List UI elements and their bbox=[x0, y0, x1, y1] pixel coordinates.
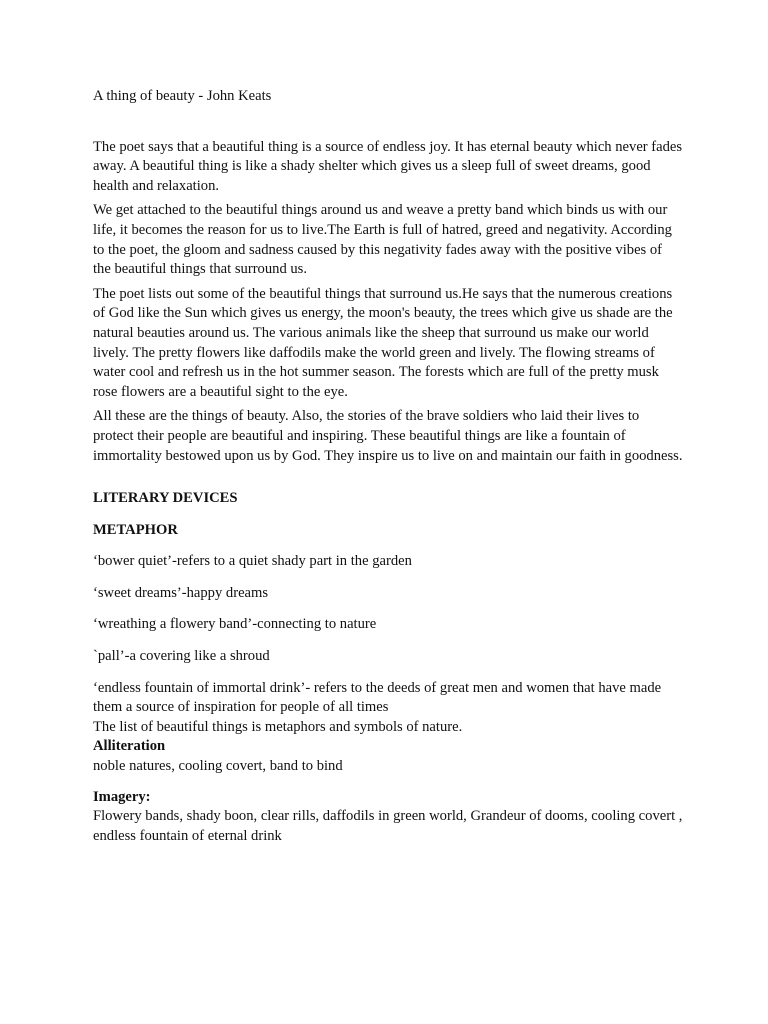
imagery-section bbox=[93, 788, 683, 847]
alliteration-heading: Alliteration bbox=[93, 738, 166, 755]
summary-paragraph-3: The poet lists out some of the beautiful things that surround us.He says that the numerous creations of God like the Sun which gives us energy, the moon's beauty, the trees which give us shade are the natural beauties around us. The various animals like the sheep that surround us make our world lively. The pretty flowers like daffodils make the world green and lively. The flowing streams of water cool and refresh us in the hot summer season. The forests which are full of the pretty musk rose flowers are a beautiful sight to the eye. bbox=[93, 285, 673, 400]
metaphor-item: ‘bower quiet’-refers to a quiet shady part in the garden bbox=[93, 553, 412, 570]
alliteration-section bbox=[93, 737, 683, 776]
document-page bbox=[93, 87, 683, 846]
imagery-text: Flowery bands, shady boon, clear rills, daffodils in green world, Grandeur of dooms, cooling covert , endless fountain of eternal drink bbox=[93, 808, 683, 844]
summary-paragraph-2: We get attached to the beautiful things around us and weave a pretty band which binds us with our life, it becomes the reason for us to live.The Earth is full of hatred, greed and negativity. According to the poet, the gloom and sadness caused by this negativity fades away with the positive vibes of the beautiful things that surround us. bbox=[93, 202, 672, 278]
summary-paragraph-4: All these are the things of beauty. Also, the stories of the brave soldiers who laid their lives to protect their people are beautiful and inspiring. These beautiful things are like a fountain of immortality bestowed upon us by God. They inspire us to live on and maintain our faith in goodness. bbox=[93, 408, 683, 464]
imagery-heading: Imagery: bbox=[93, 788, 151, 805]
alliteration-text: noble natures, cooling covert, band to bind bbox=[93, 758, 343, 775]
metaphor-item: ‘wreathing a flowery band’-connecting to nature bbox=[93, 616, 377, 633]
metaphor-item: ‘endless fountain of immortal drink’- refers to the deeds of great men and women that have made them a source of inspiration for people of all times bbox=[93, 679, 662, 716]
metaphor-heading: METAPHOR bbox=[93, 521, 178, 538]
metaphor-item: ‘sweet dreams’-happy dreams bbox=[93, 584, 269, 601]
literary-devices-heading: LITERARY DEVICES bbox=[93, 490, 238, 507]
metaphor-summary: The list of beautiful things is metaphors and symbols of nature. bbox=[93, 718, 463, 735]
document-title: A thing of beauty - John Keats bbox=[93, 88, 272, 104]
metaphor-item: `pall’-a covering like a shroud bbox=[93, 648, 270, 665]
summary-paragraph-1: The poet says that a beautiful thing is a source of endless joy. It has eternal beauty which never fades away. A beautiful thing is like a shady shelter which gives us a sleep full of sweet dreams, good health and relaxation. bbox=[93, 138, 683, 194]
